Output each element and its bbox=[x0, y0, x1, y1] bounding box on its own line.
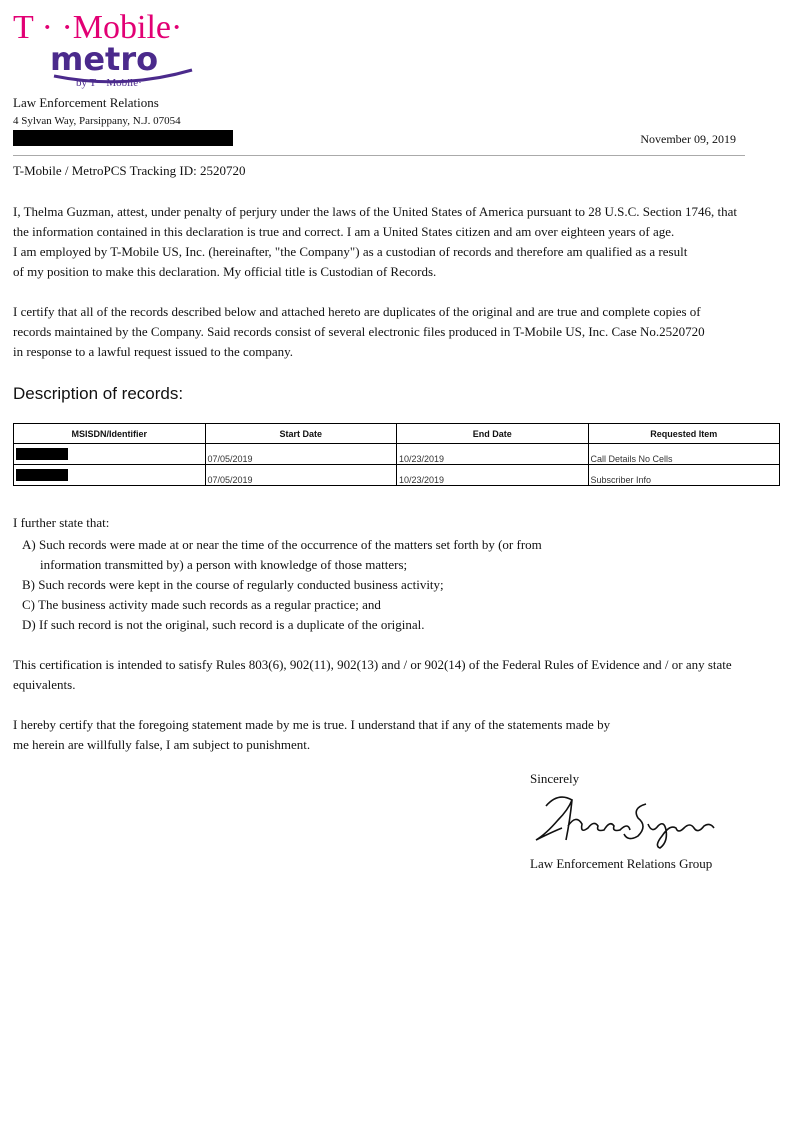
identifier-cell bbox=[14, 465, 206, 486]
further-state-intro: I further state that: bbox=[13, 515, 110, 530]
table-header-row bbox=[14, 424, 780, 444]
text-line: I hereby certify that the foregoing statement made by me is true. I understand that if any of the statements made by bbox=[13, 717, 611, 732]
text-line: me herein are willfully false, I am subject to punishment. bbox=[13, 737, 311, 752]
redaction-bar bbox=[16, 469, 68, 481]
rules-paragraph bbox=[13, 655, 773, 695]
statement-list bbox=[22, 535, 542, 635]
tracking-id: T-Mobile / MetroPCS Tracking ID: 2520720 bbox=[13, 163, 246, 178]
text-line: I am employed by T-Mobile US, Inc. (hereinafter, "the Company") as a custodian of records and therefore am qualified as a result bbox=[13, 244, 688, 259]
column-header: End Date bbox=[397, 424, 589, 444]
text-line: in response to a lawful request issued to the company. bbox=[13, 344, 294, 359]
text-line: of my position to make this declaration. My official title is Custodian of Records. bbox=[13, 264, 437, 279]
list-item: A) Such records were made at or near the time of the occurrence of the matters set forth by (or from bbox=[22, 537, 542, 552]
column-header: Start Date bbox=[205, 424, 397, 444]
column-header: MSISDN/Identifier bbox=[14, 424, 206, 444]
metro-logo bbox=[48, 40, 198, 90]
text-line: records maintained by the Company. Said records consist of several electronic files produced in T-Mobile US, Inc. Case No.2520720 bbox=[13, 324, 705, 339]
header-divider bbox=[13, 155, 745, 156]
department-name: Law Enforcement Relations bbox=[13, 95, 159, 110]
records-heading: Description of records: bbox=[13, 384, 184, 403]
end-date-cell: 10/23/2019 bbox=[397, 465, 589, 486]
list-item-continuation: information transmitted by) a person with knowledge of those matters; bbox=[40, 557, 408, 572]
text-line: the information contained in this declaration is true and correct. I am a United States citizen and am over eighteen years of age. bbox=[13, 224, 675, 239]
start-date-cell: 07/05/2019 bbox=[205, 465, 397, 486]
letter-date: November 09, 2019 bbox=[640, 132, 736, 146]
closing: Sincerely bbox=[530, 771, 580, 786]
text-line: This certification is intended to satisfy Rules 803(6), 902(11), 902(13) and / or 902(14) of the Federal Rules of Evidence and / or any state bbox=[13, 657, 732, 672]
metro-logo-text: metro bbox=[50, 40, 159, 78]
redaction-bar bbox=[13, 130, 233, 146]
signature bbox=[528, 790, 728, 850]
text-line: I, Thelma Guzman, attest, under penalty of perjury under the laws of the United States of America pursuant to 28 U.S.C. Section 1746, that bbox=[13, 204, 737, 219]
list-item: C) The business activity made such records as a regular practice; and bbox=[22, 597, 381, 612]
redaction-bar bbox=[16, 448, 68, 460]
column-header: Requested Item bbox=[588, 424, 780, 444]
records-table bbox=[13, 423, 780, 486]
list-item: D) If such record is not the original, such record is a duplicate of the original. bbox=[22, 617, 425, 632]
start-date-cell: 07/05/2019 bbox=[205, 444, 397, 465]
table-row bbox=[14, 444, 780, 465]
end-date-cell: 10/23/2019 bbox=[397, 444, 589, 465]
requested-item-cell: Call Details No Cells bbox=[588, 444, 780, 465]
certify-paragraph bbox=[13, 715, 773, 755]
text-line: equivalents. bbox=[13, 677, 76, 692]
certification-paragraph bbox=[13, 302, 773, 362]
table-row bbox=[14, 465, 780, 486]
signature-group: Law Enforcement Relations Group bbox=[530, 856, 713, 871]
text-line: I certify that all of the records described below and attached hereto are duplicates of the original and are true and complete copies of bbox=[13, 304, 701, 319]
requested-item-cell: Subscriber Info bbox=[588, 465, 780, 486]
tmobile-logo-text: T · ·Mobile· bbox=[13, 9, 183, 46]
attestation-paragraph bbox=[13, 202, 773, 282]
identifier-cell bbox=[14, 444, 206, 465]
department-address: 4 Sylvan Way, Parsippany, N.J. 07054 bbox=[13, 115, 181, 127]
metro-by-text: by T· ·Mobile· bbox=[76, 77, 142, 89]
list-item: B) Such records were kept in the course of regularly conducted business activity; bbox=[22, 577, 444, 592]
